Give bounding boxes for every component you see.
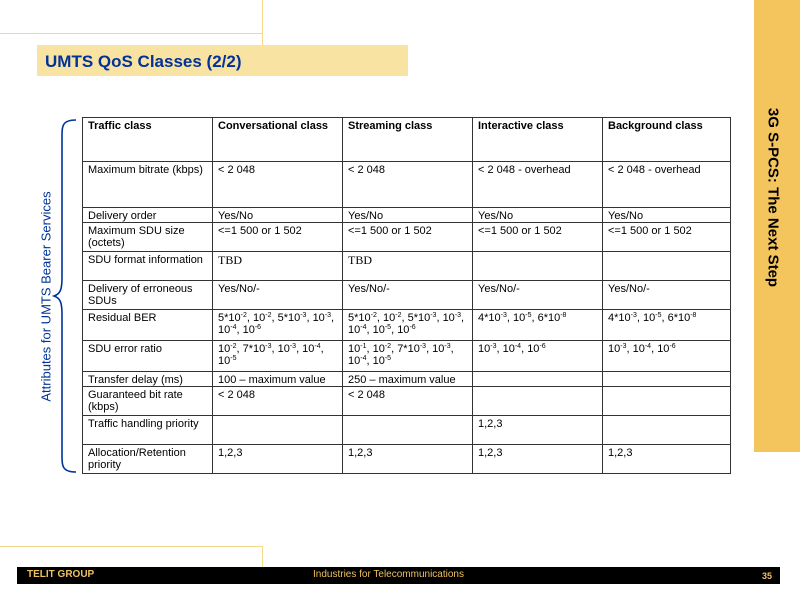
table-row (83, 281, 731, 310)
table-row (83, 416, 731, 445)
attribute-cell: Maximum bitrate (kbps) (83, 162, 213, 208)
value-cell: Yes/No/- (213, 281, 343, 310)
table-row (83, 341, 731, 372)
attribute-cell: Delivery of erroneous SDUs (83, 281, 213, 310)
title-box (37, 45, 408, 76)
value-cell: < 2 048 (343, 162, 473, 208)
decorative-line-vertical-bottom (262, 546, 263, 567)
value-cell: <=1 500 or 1 502 (213, 223, 343, 252)
table-row (83, 310, 731, 341)
value-cell: Yes/No (603, 208, 731, 223)
value-cell: $5*10^{-2}$, $10^{-2}$, $5*10^{-3}$, $10^{-3}$, $10^{-4}$, $10^{-6}$ (213, 310, 343, 341)
value-cell: Yes/No (213, 208, 343, 223)
value-cell: Yes/No/- (473, 281, 603, 310)
right-bar-text: 3G S-PCS: The Next Step (764, 107, 782, 288)
value-cell: < 2 048 (213, 162, 343, 208)
value-cell: TBD (213, 252, 343, 281)
value-cell: 1,2,3 (213, 445, 343, 474)
value-cell: TBD (343, 252, 473, 281)
header-cell: Interactive class (473, 118, 603, 162)
value-cell: Yes/No/- (343, 281, 473, 310)
value-cell (603, 372, 731, 387)
table-row (83, 162, 731, 208)
value-cell: < 2 048 - overhead (473, 162, 603, 208)
attribute-cell: Guaranteed bit rate (kbps) (83, 387, 213, 416)
table-header-row (83, 118, 731, 162)
value-cell: $10^{-3}$, $10^{-4}$, $10^{-6}$ (473, 341, 603, 372)
value-cell (473, 372, 603, 387)
attribute-cell: Transfer delay (ms) (83, 372, 213, 387)
table-row (83, 387, 731, 416)
value-cell (603, 416, 731, 445)
value-cell: 1,2,3 (473, 445, 603, 474)
value-cell: <=1 500 or 1 502 (343, 223, 473, 252)
footer-company: TELIT GROUP (27, 569, 95, 580)
value-cell: 100 – maximum value (213, 372, 343, 387)
table-row (83, 445, 731, 474)
table-row (83, 252, 731, 281)
attribute-cell: Maximum SDU size (octets) (83, 223, 213, 252)
value-cell: 1,2,3 (473, 416, 603, 445)
value-cell: $5*10^{-2}$, $10^{-2}$, $5*10^{-3}$, $10^{-3}$, $10^{-4}$, $10^{-5}$, $10^{-6}$ (343, 310, 473, 341)
qos-table (82, 117, 731, 474)
value-cell: <=1 500 or 1 502 (473, 223, 603, 252)
footer-tagline: Industries for Telecommunications (313, 569, 464, 580)
value-cell: 250 – maximum value (343, 372, 473, 387)
value-cell (473, 387, 603, 416)
value-cell: $4*10^{-3}$, $10^{-5}$, $6*10^{-8}$ (603, 310, 731, 341)
value-cell: 1,2,3 (343, 445, 473, 474)
value-cell (603, 252, 731, 281)
table-row (83, 208, 731, 223)
attribute-cell: Traffic handling priority (83, 416, 213, 445)
value-cell: $10^{-2}$, $7*10^{-3}$, $10^{-3}$, $10^{-4}$, $10^{-5}$ (213, 341, 343, 372)
footer-bar (17, 567, 780, 584)
value-cell: $10^{-1}$, $10^{-2}$, $7*10^{-3}$, $10^{-3}$, $10^{-4}$, $10^{-5}$ (343, 341, 473, 372)
value-cell: 1,2,3 (603, 445, 731, 474)
header-cell: Conversational class (213, 118, 343, 162)
attribute-cell: Residual BER (83, 310, 213, 341)
value-cell: Yes/No (473, 208, 603, 223)
value-cell (473, 252, 603, 281)
value-cell (603, 387, 731, 416)
value-cell: $4*10^{-3}$, $10^{-5}$, $6*10^{-8}$ (473, 310, 603, 341)
value-cell: < 2 048 - overhead (603, 162, 731, 208)
decorative-line-top (0, 33, 262, 34)
table-row (83, 223, 731, 252)
side-label: Attributes for UMTS Bearer Services (38, 191, 54, 402)
value-cell (213, 416, 343, 445)
value-cell: < 2 048 (343, 387, 473, 416)
curly-brace-icon (52, 118, 78, 474)
value-cell: <=1 500 or 1 502 (603, 223, 731, 252)
value-cell: < 2 048 (213, 387, 343, 416)
header-cell: Streaming class (343, 118, 473, 162)
slide-title: UMTS QoS Classes (2/2) (45, 52, 242, 71)
value-cell: $10^{-3}$, $10^{-4}$, $10^{-6}$ (603, 341, 731, 372)
value-cell: Yes/No (343, 208, 473, 223)
decorative-line-bottom (0, 546, 262, 547)
attribute-cell: Allocation/Retention priority (83, 445, 213, 474)
header-cell: Traffic class (83, 118, 213, 162)
attribute-cell: SDU format information (83, 252, 213, 281)
value-cell: Yes/No/- (603, 281, 731, 310)
table-row (83, 372, 731, 387)
attribute-cell: Delivery order (83, 208, 213, 223)
attribute-cell: SDU error ratio (83, 341, 213, 372)
page-number: 35 (761, 571, 772, 581)
value-cell (343, 416, 473, 445)
header-cell: Background class (603, 118, 731, 162)
